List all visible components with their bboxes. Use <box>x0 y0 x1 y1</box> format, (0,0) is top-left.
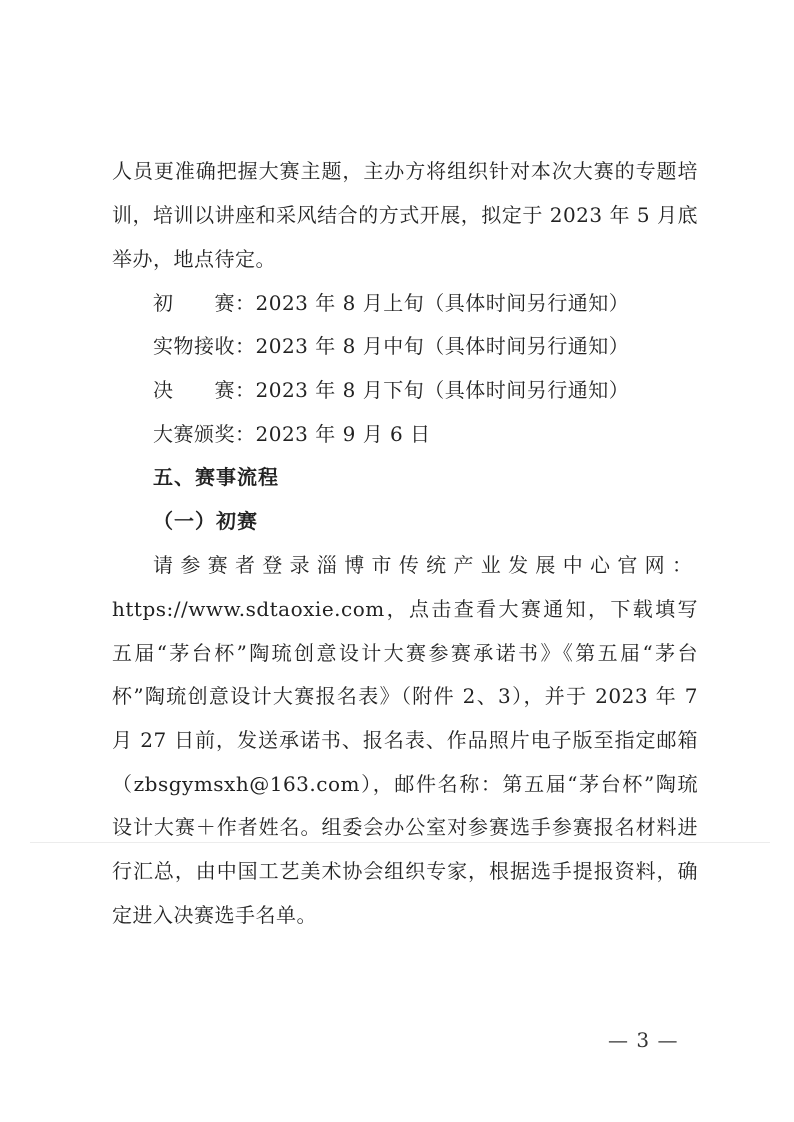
subsection-heading: （一）初赛 <box>153 509 258 533</box>
schedule-preliminary: 初 赛：2023 年 8 月上旬（具体时间另行通知） <box>153 291 630 315</box>
schedule-award: 大赛颁奖：2023 年 9 月 6 日 <box>153 422 431 446</box>
paragraph-line-6: （zbsgymsxh@163.com），邮件名称：第五届“茅台杯”陶琉 <box>112 772 698 796</box>
body-line-1: 人员更准确把握大赛主题，主办方将组织针对本次大赛的专题培 <box>112 159 698 183</box>
paragraph-line-7: 设计大赛＋作者姓名。组委会办公室对参赛选手参赛报名材料进 <box>112 815 698 839</box>
paragraph-line-5: 月 27 日前，发送承诺书、报名表、作品照片电子版至指定邮箱 <box>112 728 698 752</box>
paragraph-line-8: 行汇总，由中国工艺美术协会组织专家，根据选手提报资料，确 <box>112 859 698 883</box>
paragraph-line-3: 五届“茅台杯”陶琉创意设计大赛参赛承诺书》《第五届“茅台 <box>112 641 698 665</box>
section-heading: 五、赛事流程 <box>153 465 279 489</box>
paragraph-line-1: 请参赛者登录淄博市传统产业发展中心官网： <box>153 553 698 577</box>
body-line-2: 训，培训以讲座和采风结合的方式开展，拟定于 2023 年 5 月底 <box>112 203 698 227</box>
paragraph-line-9: 定进入决赛选手名单。 <box>112 903 317 927</box>
paragraph-line-4: 杯”陶琉创意设计大赛报名表》（附件 2、3），并于 2023 年 7 <box>112 684 698 708</box>
schedule-receipt: 实物接收：2023 年 8 月中旬（具体时间另行通知） <box>153 334 630 358</box>
scan-artifact-line <box>30 842 770 843</box>
paragraph-line-2: https://www.sdtaoxie.com，点击查看大赛通知，下载填写 <box>112 597 698 621</box>
body-line-3: 举办，地点待定。 <box>112 247 276 271</box>
schedule-final: 决 赛：2023 年 8 月下旬（具体时间另行通知） <box>153 378 630 402</box>
page-number: — 3 — <box>608 1028 679 1052</box>
